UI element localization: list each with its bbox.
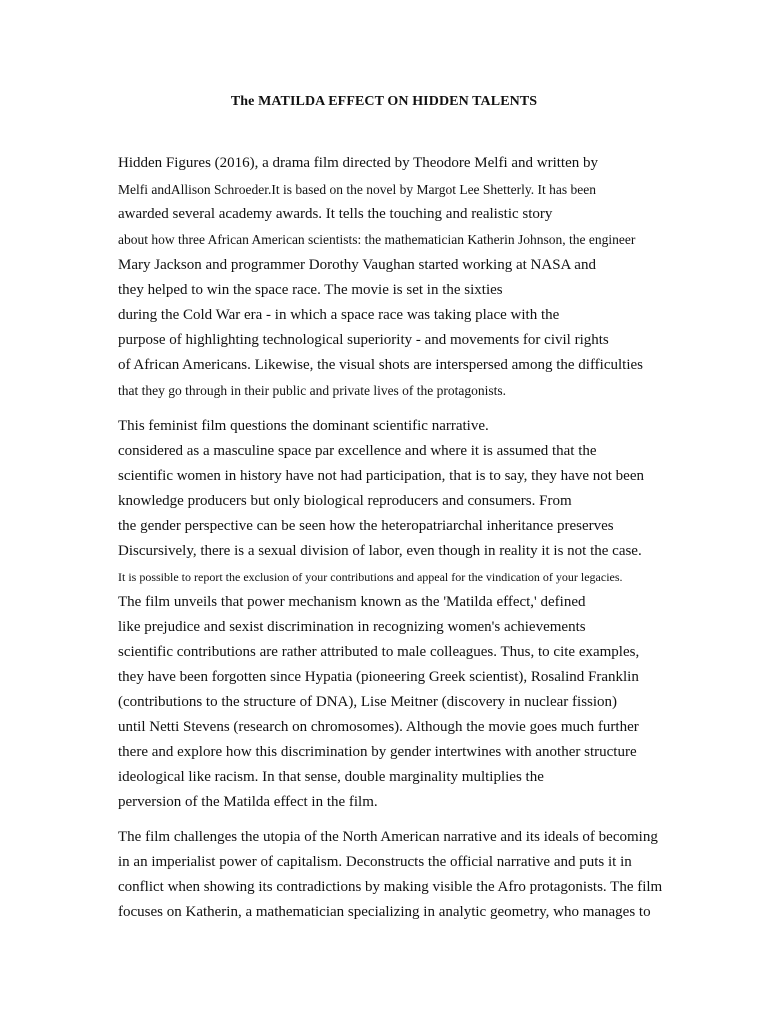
body-line: that they go through in their public and private lives of the protagonists. bbox=[118, 383, 507, 398]
body-line: It is possible to report the exclusion of your contributions and appeal for the vindication of your legacies. bbox=[118, 570, 623, 584]
body-line: during the Cold War era - in which a space race was taking place with the bbox=[118, 307, 560, 323]
body-line: they have been forgotten since Hypatia (pioneering Greek scientist), Rosalind Franklin bbox=[118, 669, 639, 685]
body-line: focuses on Katherin, a mathematician specializing in analytic geometry, who manages to bbox=[118, 904, 651, 920]
body-line: conflict when showing its contradictions by making visible the Afro protagonists. The film bbox=[118, 879, 663, 895]
body-line: there and explore how this discrimination by gender intertwines with another structure bbox=[118, 744, 637, 760]
body-line: The film unveils that power mechanism known as the 'Matilda effect,' defined bbox=[118, 594, 586, 610]
body-line: like prejudice and sexist discrimination in recognizing women's achievements bbox=[118, 619, 586, 635]
body-line: ideological like racism. In that sense, double marginality multiplies the bbox=[118, 769, 544, 785]
body-line: Mary Jackson and programmer Dorothy Vaughan started working at NASA and bbox=[118, 257, 596, 273]
body-line: Discursively, there is a sexual division of labor, even though in reality it is not the case. bbox=[118, 543, 642, 559]
body-line: scientific women in history have not had participation, that is to say, they have not been bbox=[118, 468, 644, 484]
body-line: they helped to win the space race. The movie is set in the sixties bbox=[118, 282, 503, 298]
body-line: Melfi andAllison Schroeder.It is based on the novel by Margot Lee Shetterly. It has been bbox=[118, 182, 597, 197]
body-line: until Netti Stevens (research on chromosomes). Although the movie goes much further bbox=[118, 719, 639, 735]
body-line: knowledge producers but only biological reproducers and consumers. From bbox=[118, 493, 572, 509]
body-line: considered as a masculine space par excellence and where it is assumed that the bbox=[118, 443, 597, 459]
body-line: The film challenges the utopia of the North American narrative and its ideals of becoming bbox=[118, 829, 658, 845]
body-line: Hidden Figures (2016), a drama film directed by Theodore Melfi and written by bbox=[118, 155, 599, 171]
body-line: This feminist film questions the dominant scientific narrative. bbox=[118, 418, 489, 434]
body-line: of African Americans. Likewise, the visual shots are interspersed among the difficulties bbox=[118, 357, 643, 373]
body-line: perversion of the Matilda effect in the film. bbox=[118, 794, 378, 810]
body-line: (contributions to the structure of DNA), Lise Meitner (discovery in nuclear fission) bbox=[118, 694, 618, 710]
body-line: in an imperialist power of capitalism. Deconstructs the official narrative and puts it in bbox=[118, 854, 632, 870]
body-line: about how three African American scientists: the mathematician Katherin Johnson, the engineer bbox=[118, 232, 636, 247]
document-title: The MATILDA EFFECT ON HIDDEN TALENTS bbox=[230, 94, 538, 109]
body-line: purpose of highlighting technological superiority - and movements for civil rights bbox=[118, 332, 609, 348]
body-line: awarded several academy awards. It tells the touching and realistic story bbox=[118, 206, 553, 222]
body-line: the gender perspective can be seen how the heteropatriarchal inheritance preserves bbox=[118, 518, 614, 534]
body-line: scientific contributions are rather attributed to male colleagues. Thus, to cite examples, bbox=[118, 644, 640, 660]
